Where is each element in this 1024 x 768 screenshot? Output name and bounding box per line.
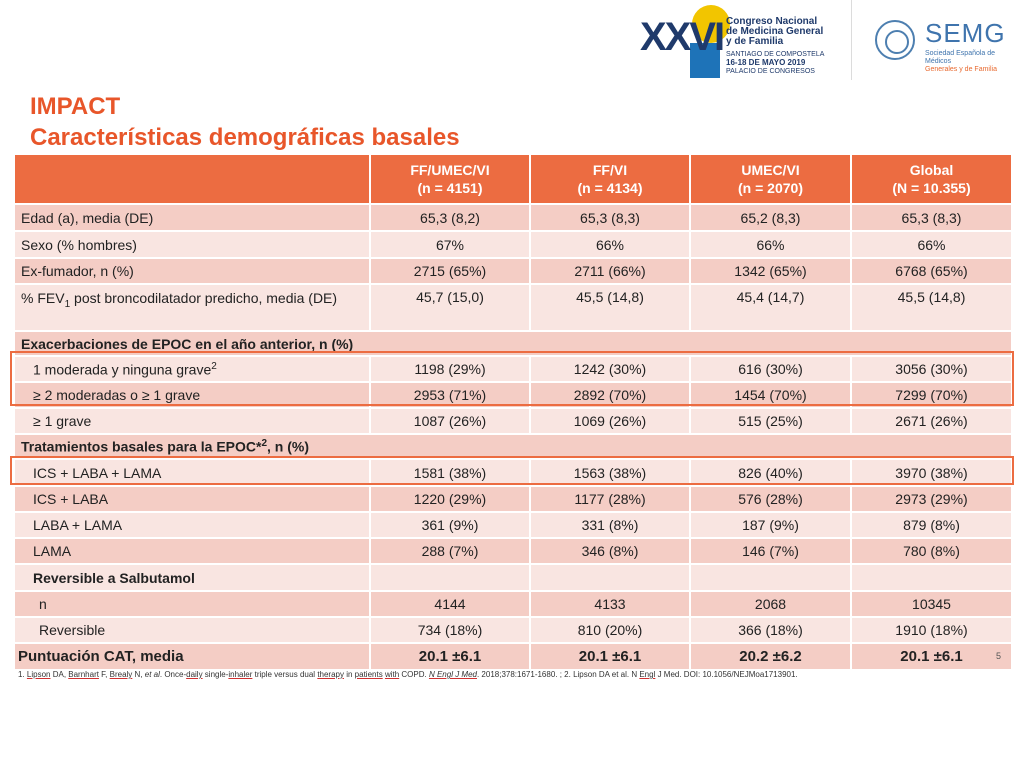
row-label: n [14,591,370,617]
table-row [14,231,1012,258]
table-cell: 65,2 (8,3) [690,204,851,231]
table-cell: 20.1 ±6.1 [851,643,1012,670]
table-cell: 45,5 (14,8) [851,284,1012,331]
table-cell: 331 (8%) [530,512,690,538]
table-cell: 1454 (70%) [690,382,851,408]
footnote: 1. Lipson DA, Barnhart F, Brealy N, et al. Once-daily single-inhaler triple versus dual therapy in patients with COPD. N Engl J Med. 2018;378:1671-1680. ; 2. Lipson DA et al. N Engl J Med. DOI: 10.1056/NEJMoa1713901. [18,670,798,679]
table-row [14,284,1012,331]
slide-title: IMPACT [30,93,121,120]
table-row [14,591,1012,617]
table-cell: 515 (25%) [690,408,851,434]
baseline-characteristics-table [13,153,1013,671]
table-cell: 1242 (30%) [530,356,690,382]
row-label: ≥ 1 grave [14,408,370,434]
table-cell: 2953 (71%) [370,382,530,408]
table-cell [370,564,530,591]
table-row [14,408,1012,434]
row-label: Sexo (% hombres) [14,231,370,258]
row-label: % $FEV_1$ post broncodilatador predicho, media (DE) [14,284,370,331]
table-cell: 45,7 (15,0) [370,284,530,331]
table-cell: 361 (9%) [370,512,530,538]
table-cell: 616 (30%) [690,356,851,382]
column-header: Global (N = 10.355) [851,154,1012,204]
table-cell: 45,4 (14,7) [690,284,851,331]
table-cell [530,564,690,591]
row-label: LAMA [14,538,370,564]
semg-emblem-icon [875,20,915,60]
table-cell: 65,3 (8,2) [370,204,530,231]
table-row [14,538,1012,564]
table-cell: 2671 (26%) [851,408,1012,434]
highlight-box-triple-therapy [10,456,1014,485]
congress-number: XXVI [640,15,724,59]
table-cell: 826 (40%) [690,459,851,486]
table-row [14,258,1012,284]
table-row [14,564,1012,591]
row-label: Reversible [14,617,370,643]
table-cell: 2892 (70%) [530,382,690,408]
semg-logo [875,18,1015,73]
highlight-box-exacerbations [10,351,1014,406]
semg-name: SEMG [925,18,1006,48]
section-label: Tratamientos basales para la EPOC*$^2$, n (%) [14,434,1012,459]
table-cell: 3056 (30%) [851,356,1012,382]
table-cell: 6768 (65%) [851,258,1012,284]
table-cell: 2973 (29%) [851,486,1012,512]
table-cell: 66% [851,231,1012,258]
row-label: ICS + LABA [14,486,370,512]
row-label: Ex-fumador, n (%) [14,258,370,284]
row-label: ≥ 2 moderadas o ≥ 1 grave [14,382,370,408]
column-header: FF/UMEC/VI (n = 4151) [370,154,530,204]
table-cell: 20.1 ±6.1 [530,643,690,670]
table-cell: 4144 [370,591,530,617]
table-cell: 780 (8%) [851,538,1012,564]
congress-logo [640,5,840,80]
table-cell: 346 (8%) [530,538,690,564]
table-cell: 288 (7%) [370,538,530,564]
table-cell [690,564,851,591]
table-row [14,512,1012,538]
table-cell: 1563 (38%) [530,459,690,486]
row-label: ICS + LABA + LAMA [14,459,370,486]
table-cell: 45,5 (14,8) [530,284,690,331]
table-cell: 1220 (29%) [370,486,530,512]
table-cell: 1087 (26%) [370,408,530,434]
table-row [14,204,1012,231]
table-cell: 65,3 (8,3) [851,204,1012,231]
table-cell: 65,3 (8,3) [530,204,690,231]
table-cell: 366 (18%) [690,617,851,643]
table-row [14,486,1012,512]
table-cell: 1581 (38%) [370,459,530,486]
table-cell: 734 (18%) [370,617,530,643]
congress-details: SANTIAGO DE COMPOSTELA 16-18 DE MAYO 2019 PALACIO DE CONGRESOS [726,51,825,75]
slide-subtitle: Características demográficas basales [30,124,460,151]
table-cell: 1342 (65%) [690,258,851,284]
header-empty-cell [14,154,370,204]
subsection-label: Reversible a Salbutamol [14,564,370,591]
table-cell: 810 (20%) [530,617,690,643]
table-cell: 20.2 ±6.2 [690,643,851,670]
page-number: 5 [996,651,1002,661]
table-cell [851,564,1012,591]
row-label: Puntuación CAT, media [14,643,370,670]
table-cell: 146 (7%) [690,538,851,564]
table-cell: 187 (9%) [690,512,851,538]
table-cell: 4133 [530,591,690,617]
semg-tagline: Sociedad Española de Médicos Generales y de Familia [925,50,997,73]
table-cell: 879 (8%) [851,512,1012,538]
table-cell: 66% [690,231,851,258]
row-label: Edad (a), media (DE) [14,204,370,231]
table-header-row [14,154,1012,204]
table-cell: 20.1 ±6.1 [370,643,530,670]
table-cell: 3970 (38%) [851,459,1012,486]
table-cell: 2715 (65%) [370,258,530,284]
table-cell: 66% [530,231,690,258]
section-label: Exacerbaciones de EPOC en el año anterior, n (%) [14,331,1012,356]
table-cell: 576 (28%) [690,486,851,512]
congress-name: Congreso Nacional de Medicina General y de Familia [726,16,824,47]
column-header: UMEC/VI (n = 2070) [690,154,851,204]
row-label: 1 moderada y ninguna grave$^2$ [14,356,370,382]
table-cell: 1177 (28%) [530,486,690,512]
table-row [14,617,1012,643]
table-cell: 1069 (26%) [530,408,690,434]
table-cell: 67% [370,231,530,258]
table-cell: 7299 (70%) [851,382,1012,408]
header-divider [851,0,852,80]
table-row [14,643,1012,670]
column-header: FF/VI (n = 4134) [530,154,690,204]
table-cell: 2068 [690,591,851,617]
table-cell: 1910 (18%) [851,617,1012,643]
row-label: LABA + LAMA [14,512,370,538]
table-cell: 1198 (29%) [370,356,530,382]
table-cell: 10345 [851,591,1012,617]
table-cell: 2711 (66%) [530,258,690,284]
